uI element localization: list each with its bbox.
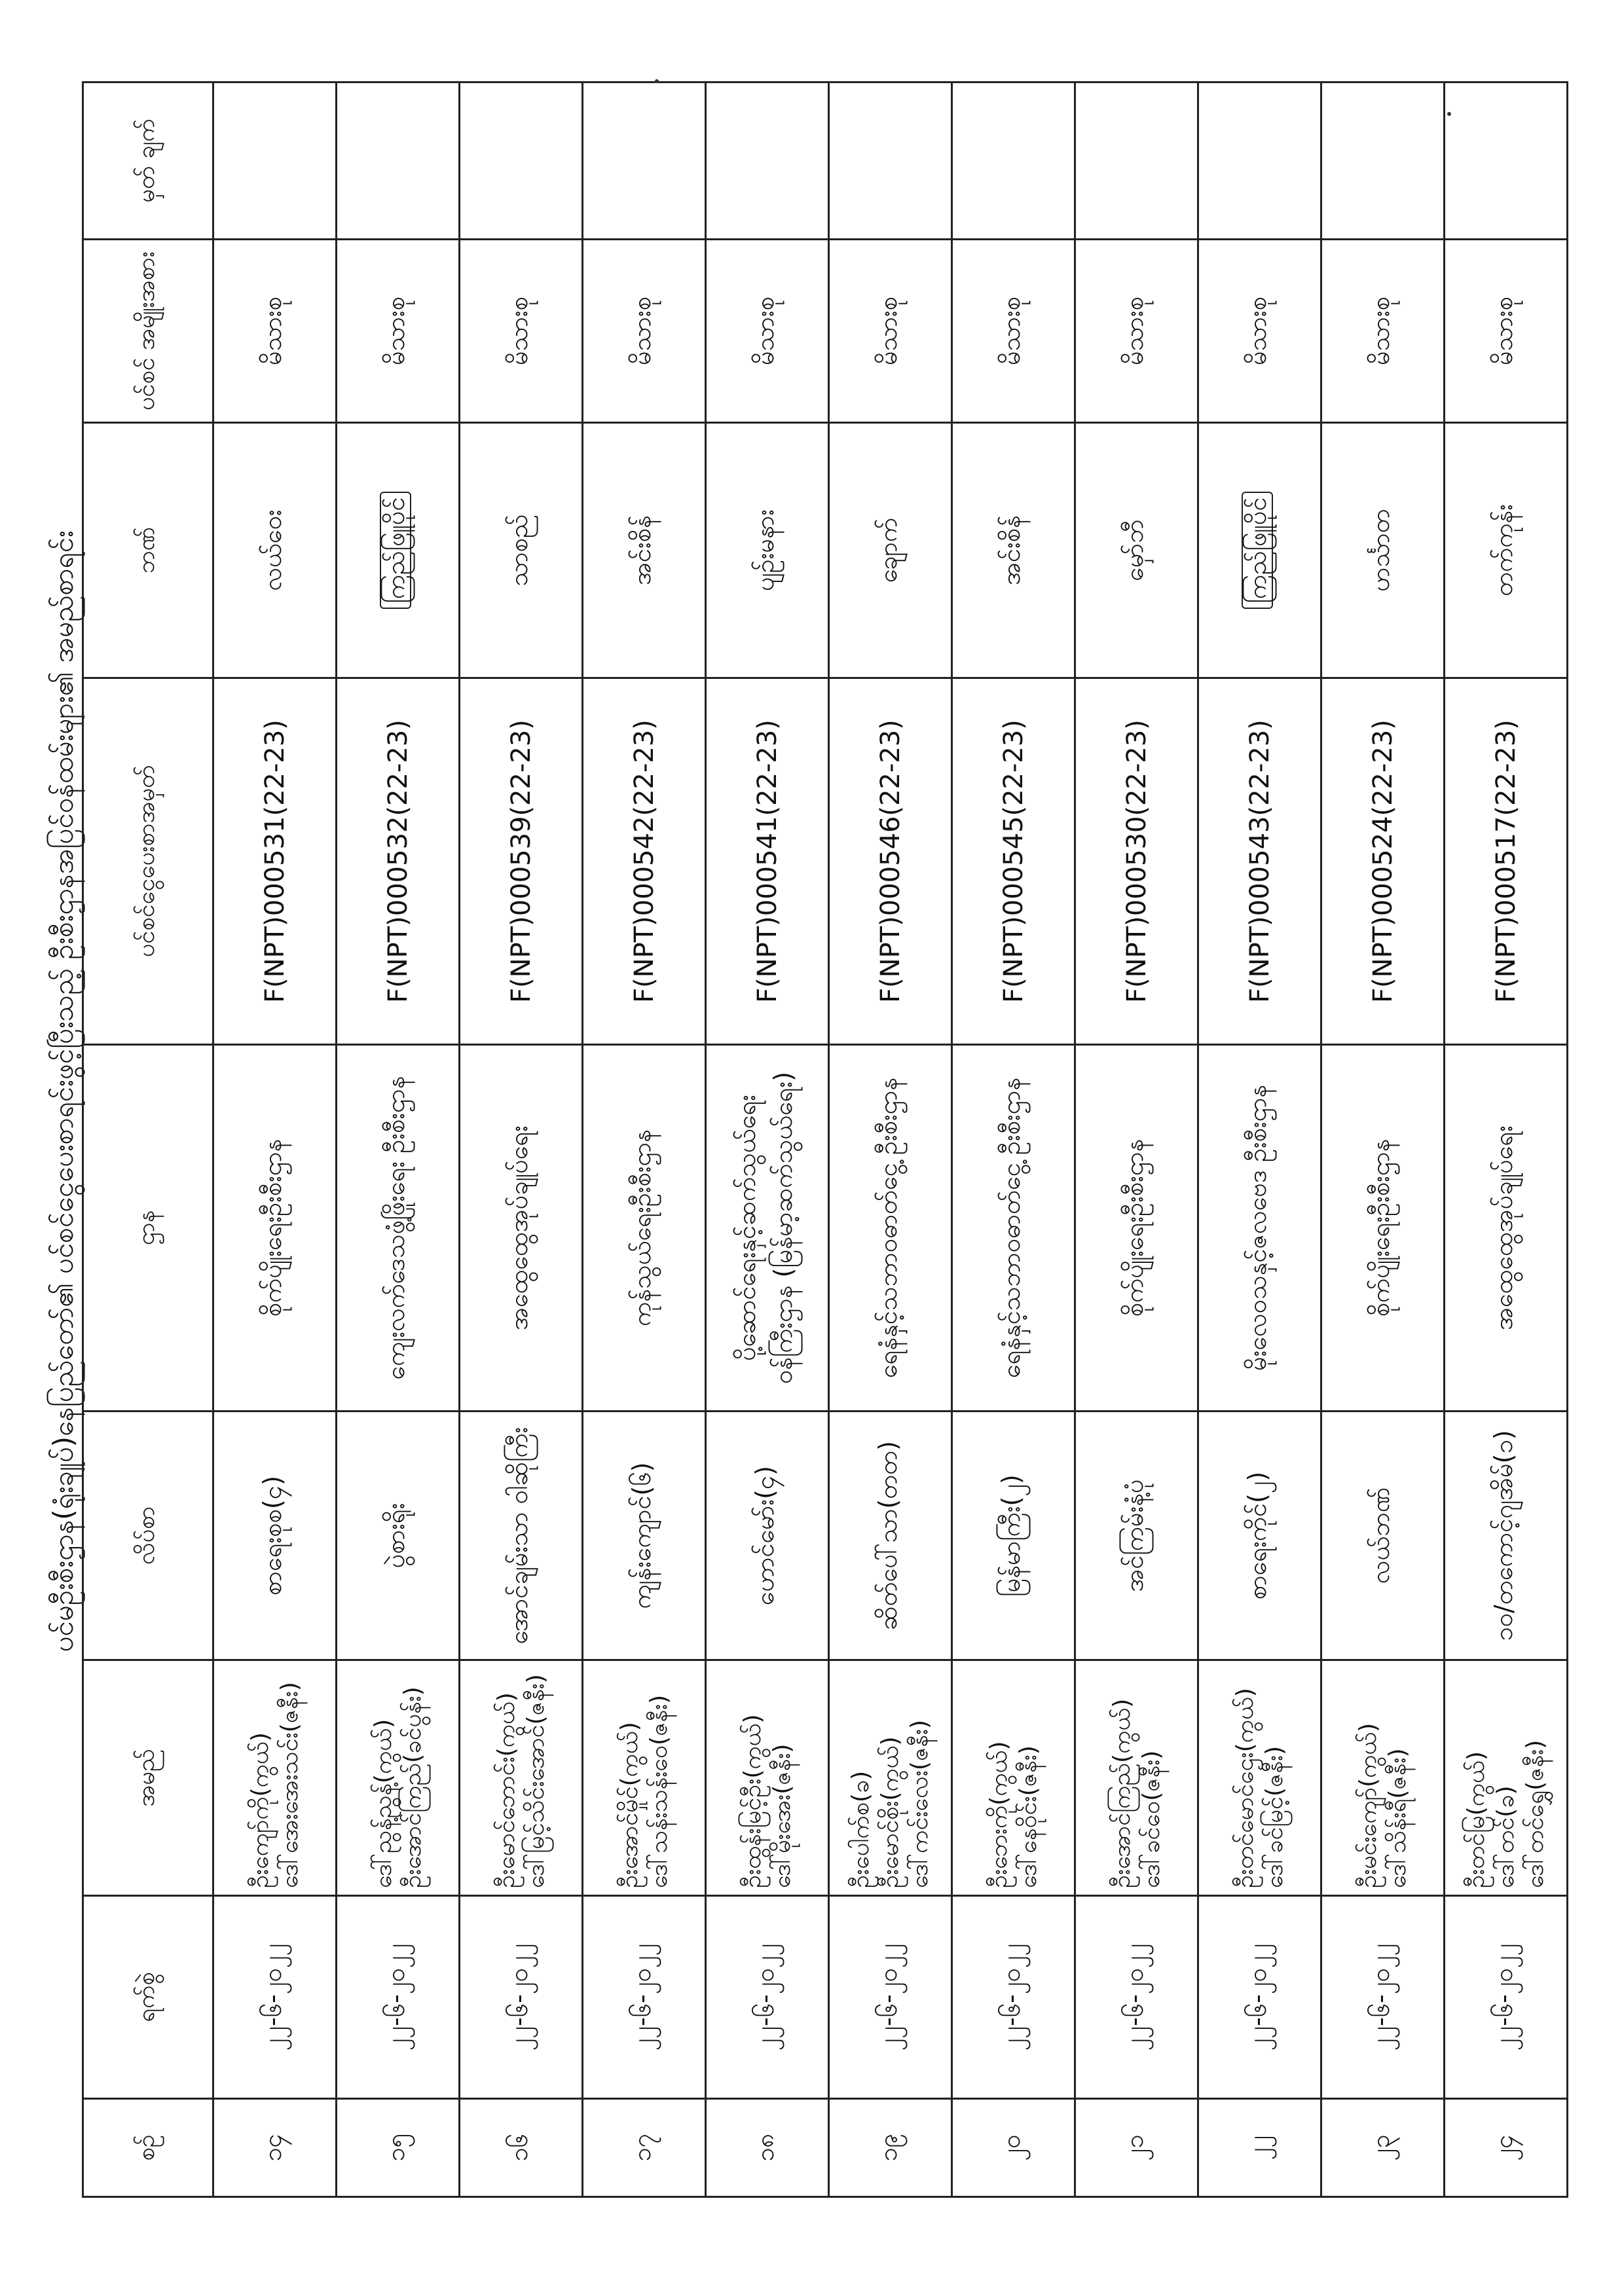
name-line: ဒေါ်သန်းသန်းဝေ(ဇနီး) [645, 1694, 673, 1888]
name-line: ဒေါ်မိုးအေး(ဇနီး) [768, 1743, 796, 1888]
cell-pension-number: F(NPT)000524(22-23) [1321, 678, 1445, 1045]
cell-pension-type: မိသားစု [706, 240, 829, 423]
cell-bank [1198, 423, 1321, 678]
cell-pension-type: မိသားစု [952, 240, 1075, 423]
header-bank: ဘဏ် [83, 423, 213, 678]
cell-pension-number: F(NPT)000530(22-23) [1075, 678, 1198, 1045]
table-row [706, 82, 829, 2197]
header-pension-number: ပင်စင်ငွေပေးစာအမှတ် [83, 678, 213, 1045]
bank-name: ပျဉ်းမနား [750, 509, 779, 592]
name-line: ဒေါ်တင်(ခ) [1492, 1785, 1519, 1888]
cell-name [1445, 1660, 1568, 1896]
bank-name: ချောက် [873, 517, 902, 583]
cell-pension-type: မိသားစု [583, 240, 706, 423]
cell-serial: ၁၈ [706, 2099, 829, 2197]
cell-serial: ၁၆ [460, 2099, 583, 2197]
name-line: ဒေါ်တင်ရွှေ(ဇနီး) [1522, 1740, 1549, 1888]
cell-address: ဟောင်မော်း(၄) [706, 1412, 829, 1660]
header-serial: စဉ် [83, 2099, 213, 2197]
name-line: ဒေါ်ကင်းလေး(ဇနီး) [906, 1719, 933, 1888]
cell-department: ပို့ဆောင်ရေးနှင့်ဆက်သွယ်ရေးဝန်ကြီးဌာန (မြန်မာ့ဆက်သွယ်ရေး) [706, 1045, 829, 1412]
cell-remark [583, 82, 706, 240]
name-line: ဦးမင်းကျော်(ကွယ်) [1354, 1722, 1382, 1888]
cell-name [337, 1660, 460, 1896]
name-line: ဦးအောင်ကြည်(ကွယ်) [1108, 1698, 1135, 1888]
cell-bank [829, 423, 952, 678]
cell-pension-number: F(NPT)000531(22-23) [213, 678, 337, 1045]
cell-remark [952, 82, 1075, 240]
table-row [1445, 82, 1568, 2197]
cell-department: မိုးလေဝသနှင့်ဇလဗေဒ ဦးစီးဌာန [1198, 1045, 1321, 1412]
name-line: ဦးကျော်ကို(ကွယ်) [246, 1732, 274, 1888]
header-pension-type: ပင်စင် အမျိုးအစား [83, 240, 213, 423]
cell-address: ပွဲစားရိုး [337, 1412, 460, 1660]
cell-date: ၂၂-၆-၂၀၂၂ [213, 1896, 337, 2099]
cell-date: ၂၂-၆-၂၀၂၂ [1198, 1896, 1321, 2099]
cell-pension-number: F(NPT)000541(22-23) [706, 678, 829, 1045]
cell-pension-number: F(NPT)000539(22-23) [460, 678, 583, 1045]
cell-remark [1075, 82, 1198, 240]
cell-department: အထွေထွေအုပ်ချုပ်ရေး [460, 1045, 583, 1412]
bank-name: အင်းစိန် [627, 515, 656, 585]
name-line: ဦးပေါက်စ(ခ) [847, 1770, 874, 1888]
cell-remark [706, 82, 829, 240]
cell-serial: ၂၀ [952, 2099, 1075, 2197]
cell-serial: ၁၉ [829, 2099, 952, 2197]
header-remark: မှတ် ချက် [83, 82, 213, 240]
cell-date: ၂၂-၆-၂၀၂၂ [583, 1896, 706, 2099]
cell-pension-type: မိသားစု [460, 240, 583, 423]
cell-date: ၂၂-၆-၂၀၂၂ [1321, 1896, 1445, 2099]
cell-department: စိုက်ပျိုးရေးဦးစီးဌာန [213, 1045, 337, 1412]
table-row [337, 82, 460, 2197]
header-address: လိပ်စာ [83, 1412, 213, 1660]
cell-date: ၂၂-၆-၂၀၂၂ [706, 1896, 829, 2099]
name-line: ဦးတင်မောင်ဌေး(ကွယ်) [1231, 1688, 1259, 1888]
table-row [952, 82, 1075, 2197]
cell-address: ဆိတ်ပေါ်သာ(တတ) [829, 1412, 952, 1660]
cell-remark [1321, 82, 1445, 240]
cell-serial: ၂၃ [1321, 2099, 1445, 2197]
bank-name: ဟင်္သာတ [1365, 509, 1395, 592]
cell-serial: ၁၇ [583, 2099, 706, 2197]
cell-address: စာရေးစုစ(၄) [213, 1412, 337, 1660]
name-line: ဒေါ်ညွန့်ညွန့်(ကွယ်) [369, 1719, 397, 1888]
cell-bank [460, 423, 583, 678]
cell-pension-type: မိသားစု [1321, 240, 1445, 423]
cell-name [583, 1660, 706, 1896]
name-line: ဦးမောင်ဘောင်း(ကွယ်) [492, 1692, 520, 1888]
bank-name: ကြည်ဖြူပိုင် [1242, 492, 1273, 608]
scan-speck [1447, 112, 1451, 116]
cell-address: အောင်ချမ်းသာ ဝါဆိုကြီး [460, 1412, 583, 1660]
cell-date: ၂၂-၆-၂၀၂၂ [337, 1896, 460, 2099]
name-line: ဦးထွန်းမြင့်ဦး(ကွယ်) [739, 1714, 766, 1888]
cell-name [829, 1660, 952, 1896]
name-line: ဦးအောင်မှိုင်(ကွယ်) [616, 1722, 643, 1888]
bank-name: လယ်ဝေး [257, 509, 287, 591]
cell-department: ကုန်သွယ်ရေးဦးစီးဌာန [583, 1045, 706, 1412]
cell-address: လယ်ဘဏ် [1321, 1412, 1445, 1660]
table-row [1075, 82, 1198, 2197]
name-line: ဒေါ်ခင်ဝေ(ဇနီး) [1137, 1750, 1165, 1888]
cell-address: စာရေးကိုင်(၂) [1198, 1412, 1321, 1660]
cell-serial: ၁၄ [213, 2099, 337, 2197]
cell-address: အင်ကြမ်းနံ့ပုံ [1075, 1412, 1198, 1660]
header-date: ရက်စွဲ [83, 1896, 213, 2099]
table-row [213, 82, 337, 2197]
table-row [829, 82, 952, 2197]
name-line: ဒေါ်သိန်းရီ(ဇနီး) [1384, 1748, 1411, 1888]
scan-speck [655, 79, 659, 83]
cell-pension-type: မိသားစု [1445, 240, 1568, 423]
cell-address: မြန်မာကြီး(၂) [952, 1412, 1075, 1660]
cell-date: ၂၂-၆-၂၀၂၂ [1445, 1896, 1568, 2099]
cell-name [460, 1660, 583, 1896]
cell-department: အထွေထွေအုပ်ချုပ်ရေး [1445, 1045, 1568, 1412]
cell-department: ရေနံနှင့်သဘာဝဓာတ်ငွေ့ ဦးစီးဌာန [829, 1045, 952, 1412]
cell-bank [952, 423, 1075, 678]
cell-remark [1445, 82, 1568, 240]
bank-name: မှော်ဘီ [1119, 519, 1149, 581]
cell-pension-number: F(NPT)000545(22-23) [952, 678, 1075, 1045]
cell-bank [1445, 423, 1568, 678]
cell-pension-type: မိသားစု [1198, 240, 1321, 423]
cell-pension-number: F(NPT)000543(22-23) [1198, 678, 1321, 1045]
table-row [1321, 82, 1445, 2197]
cell-pension-number: F(NPT)000517(22-23) [1445, 678, 1568, 1045]
cell-name [213, 1660, 337, 1896]
table-header-row [83, 82, 213, 2197]
name-line: ဦးမောင်စိုး(ကွယ်) [877, 1736, 904, 1888]
name-line: ဒေါ်အေးအေးသင်း(ဇနီး) [276, 1682, 303, 1888]
name-line: ဒေါ်မြင့်သိင်းအောင်(ဇနီး) [522, 1674, 549, 1888]
cell-address: ၁၀/တကောင့်ဂျအိမ်(၁) [1445, 1412, 1568, 1660]
table-row [583, 82, 706, 2197]
name-line: ဦးတင်မြ(ကွယ်) [1463, 1751, 1490, 1888]
cell-name [952, 1660, 1075, 1896]
cell-name [706, 1660, 829, 1896]
cell-date: ၂၂-၆-၂၀၂၂ [1075, 1896, 1198, 2099]
cell-remark [829, 82, 952, 240]
cell-serial: ၁၅ [337, 2099, 460, 2197]
cell-bank [1075, 423, 1198, 678]
bank-name: သာစည် [504, 514, 533, 587]
cell-date: ၂၂-၆-၂၀၂၂ [829, 1896, 952, 2099]
bank-name: ကြည်ဖြူပိုင် [380, 492, 411, 608]
cell-serial: ၂၁ [1075, 2099, 1198, 2197]
table-row [1198, 82, 1321, 2197]
cell-department: ရေနံနှင့်သဘာဝဓာတ်ငွေ့ ဦးစီးဌာန [952, 1045, 1075, 1412]
cell-pension-type: မိသားစု [829, 240, 952, 423]
cell-remark [213, 82, 337, 240]
cell-bank [706, 423, 829, 678]
cell-department: စိုက်ပျိုးရေးဦးစီးဌာန [1321, 1045, 1445, 1412]
pension-table [82, 81, 1568, 2198]
bank-name: အင်းစိန် [996, 515, 1025, 585]
cell-date: ၂၂-၆-၂၀၂၂ [460, 1896, 583, 2099]
cell-department: စိုက်ပျိုးရေးဦးစီးဌာန [1075, 1045, 1198, 1412]
header-name: အမည် [83, 1660, 213, 1896]
cell-pension-type: မိသားစု [1075, 240, 1198, 423]
table-row [460, 82, 583, 2197]
cell-remark [1198, 82, 1321, 240]
cell-name [1321, 1660, 1445, 1896]
cell-pension-number: F(NPT)000542(22-23) [583, 678, 706, 1045]
name-line: ဦးအောင်ကြည်(ခင်ပွန်း) [399, 1686, 426, 1888]
cell-name [1075, 1660, 1198, 1896]
cell-department: ကျေးလက်ဒေသဖွံ့ဖြိုးရေး ဦးစီးဌာန [337, 1045, 460, 1412]
cell-bank [583, 423, 706, 678]
cell-serial: ၂၂ [1198, 2099, 1321, 2197]
page-title: ပင်မဦးစီးဌာန(ရုံးချုပ်)နေပြည်တော်၏ ပင်စင်ငွေပေးစာရင်းဖွင့်ပြီးသည့် ဦးစီးဌာနအပြင်ဝန်ထမ်းများ၏ အမည်စာရင်း [47, 530, 79, 1652]
name-line: ဦးဘေးကို(ကွယ်) [985, 1741, 1012, 1888]
cell-pension-number: F(NPT)000546(22-23) [829, 678, 952, 1045]
header-department: ဌာန [83, 1045, 213, 1412]
cell-serial: ၂၄ [1445, 2099, 1568, 2197]
cell-bank [1321, 423, 1445, 678]
bank-name: တက်ကုန်း [1488, 504, 1518, 596]
cell-name [1198, 1660, 1321, 1896]
cell-address: ကျန်းကျောင်(၆) [583, 1412, 706, 1660]
cell-bank [213, 423, 337, 678]
name-line: ဒေါ်နေဝိုင်း(ဇနီး) [1014, 1745, 1042, 1888]
cell-remark [337, 82, 460, 240]
name-line: ဒေါ်ခင်မြင့်(ဇနီး) [1261, 1745, 1288, 1888]
cell-pension-type: မိသားစု [337, 240, 460, 423]
cell-date: ၂၂-၆-၂၀၂၂ [952, 1896, 1075, 2099]
cell-pension-number: F(NPT)000532(22-23) [337, 678, 460, 1045]
cell-remark [460, 82, 583, 240]
cell-pension-type: မိသားစု [213, 240, 337, 423]
cell-bank [337, 423, 460, 678]
